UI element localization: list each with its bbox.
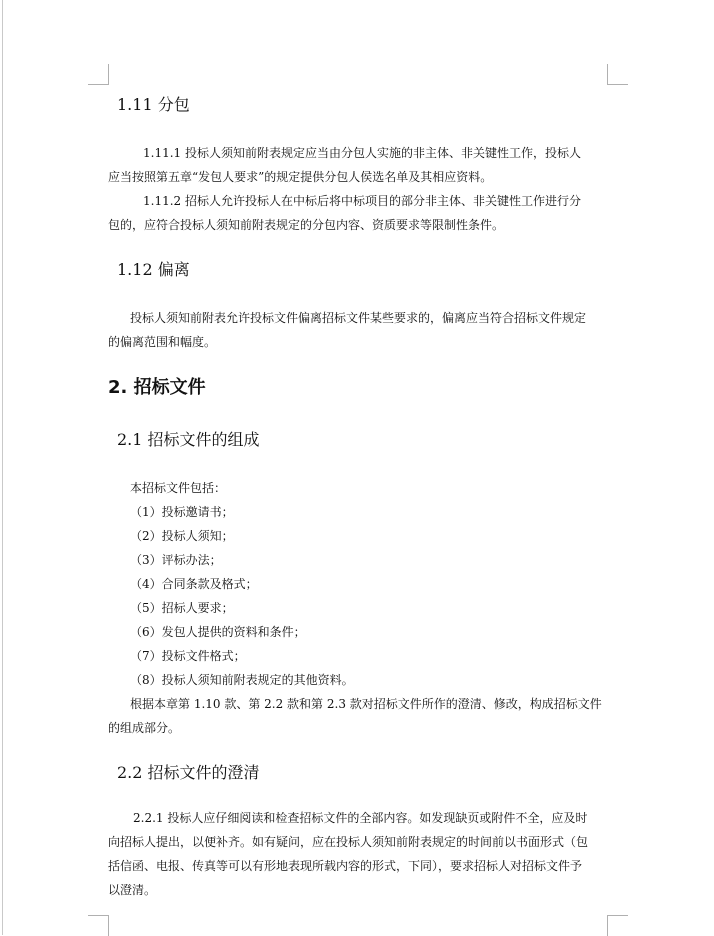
margin-corner-top-right (607, 64, 628, 85)
list-item: （2）投标人须知； (130, 529, 234, 543)
list-item: （1）投标邀请书； (130, 505, 234, 519)
para-1-11-1-line2: 应当按照第五章“发包人要求”的规定提供分包人侯选名单及其相应资料。 (108, 170, 493, 184)
heading-1-12: 1.12 偏离 (117, 260, 190, 279)
para-1-11-2-line2: 包的，应符合投标人须知前附表规定的分包内容、资质要求等限制性条件。 (108, 218, 505, 232)
para-2-2-1-line3: 括信函、电报、传真等可以有形地表现所载内容的形式，下同），要求招标人对招标文件予 (108, 859, 583, 873)
heading-1-11: 1.11 分包 (117, 95, 190, 114)
list-item: （5）招标人要求； (130, 601, 234, 615)
margin-corner-bottom-left (88, 915, 109, 936)
para-2-2-1-line1: 2.2.1 投标人应仔细阅读和检查招标文件的全部内容。如发现缺页或附件不全，应及时 (133, 811, 588, 825)
para-2-2-1-line4: 以澄清。 (108, 883, 157, 897)
para-1-11-2-line1: 1.11.2 招标人允许投标人在中标后将中标项目的部分非主体、非关键性工作进行分 (143, 194, 581, 208)
para-2-2-1-line2: 向招标人提出，以便补齐。如有疑问，应在投标人须知前附表规定的时间前以书面形式（包 (108, 835, 589, 849)
list-item: （3）评标办法； (130, 553, 222, 567)
list-item: （6）发包人提供的资料和条件； (130, 625, 306, 639)
margin-corner-top-left (88, 64, 109, 85)
heading-2-1: 2.1 招标文件的组成 (117, 430, 260, 449)
para-2-1-closing-line1: 根据本章第 1.10 款、第 2.2 款和第 2.3 款对招标文件所作的澄清、修改，构成招标文件 (130, 697, 602, 711)
para-1-11-1-line1: 1.11.1 投标人须知前附表规定应当由分包人实施的非主体、非关键性工作，投标人 (143, 146, 581, 160)
para-1-12-line1: 投标人须知前附表允许投标文件偏离招标文件某些要求的，偏离应当符合招标文件规定 (130, 311, 587, 325)
heading-2-2: 2.2 招标文件的澄清 (117, 763, 260, 782)
margin-corner-bottom-right (607, 915, 628, 936)
list-item: （8）投标人须知前附表规定的其他资料。 (130, 673, 354, 687)
page-left-edge (2, 0, 3, 935)
list-item: （7）投标文件格式； (130, 649, 246, 663)
para-2-1-closing-line2: 的组成部分。 (108, 721, 181, 735)
para-2-1-intro: 本招标文件包括： (130, 481, 227, 495)
list-item: （4）合同条款及格式； (130, 577, 258, 591)
heading-2: 2. 招标文件 (108, 377, 206, 398)
para-1-12-line2: 的偏离范围和幅度。 (108, 335, 217, 349)
